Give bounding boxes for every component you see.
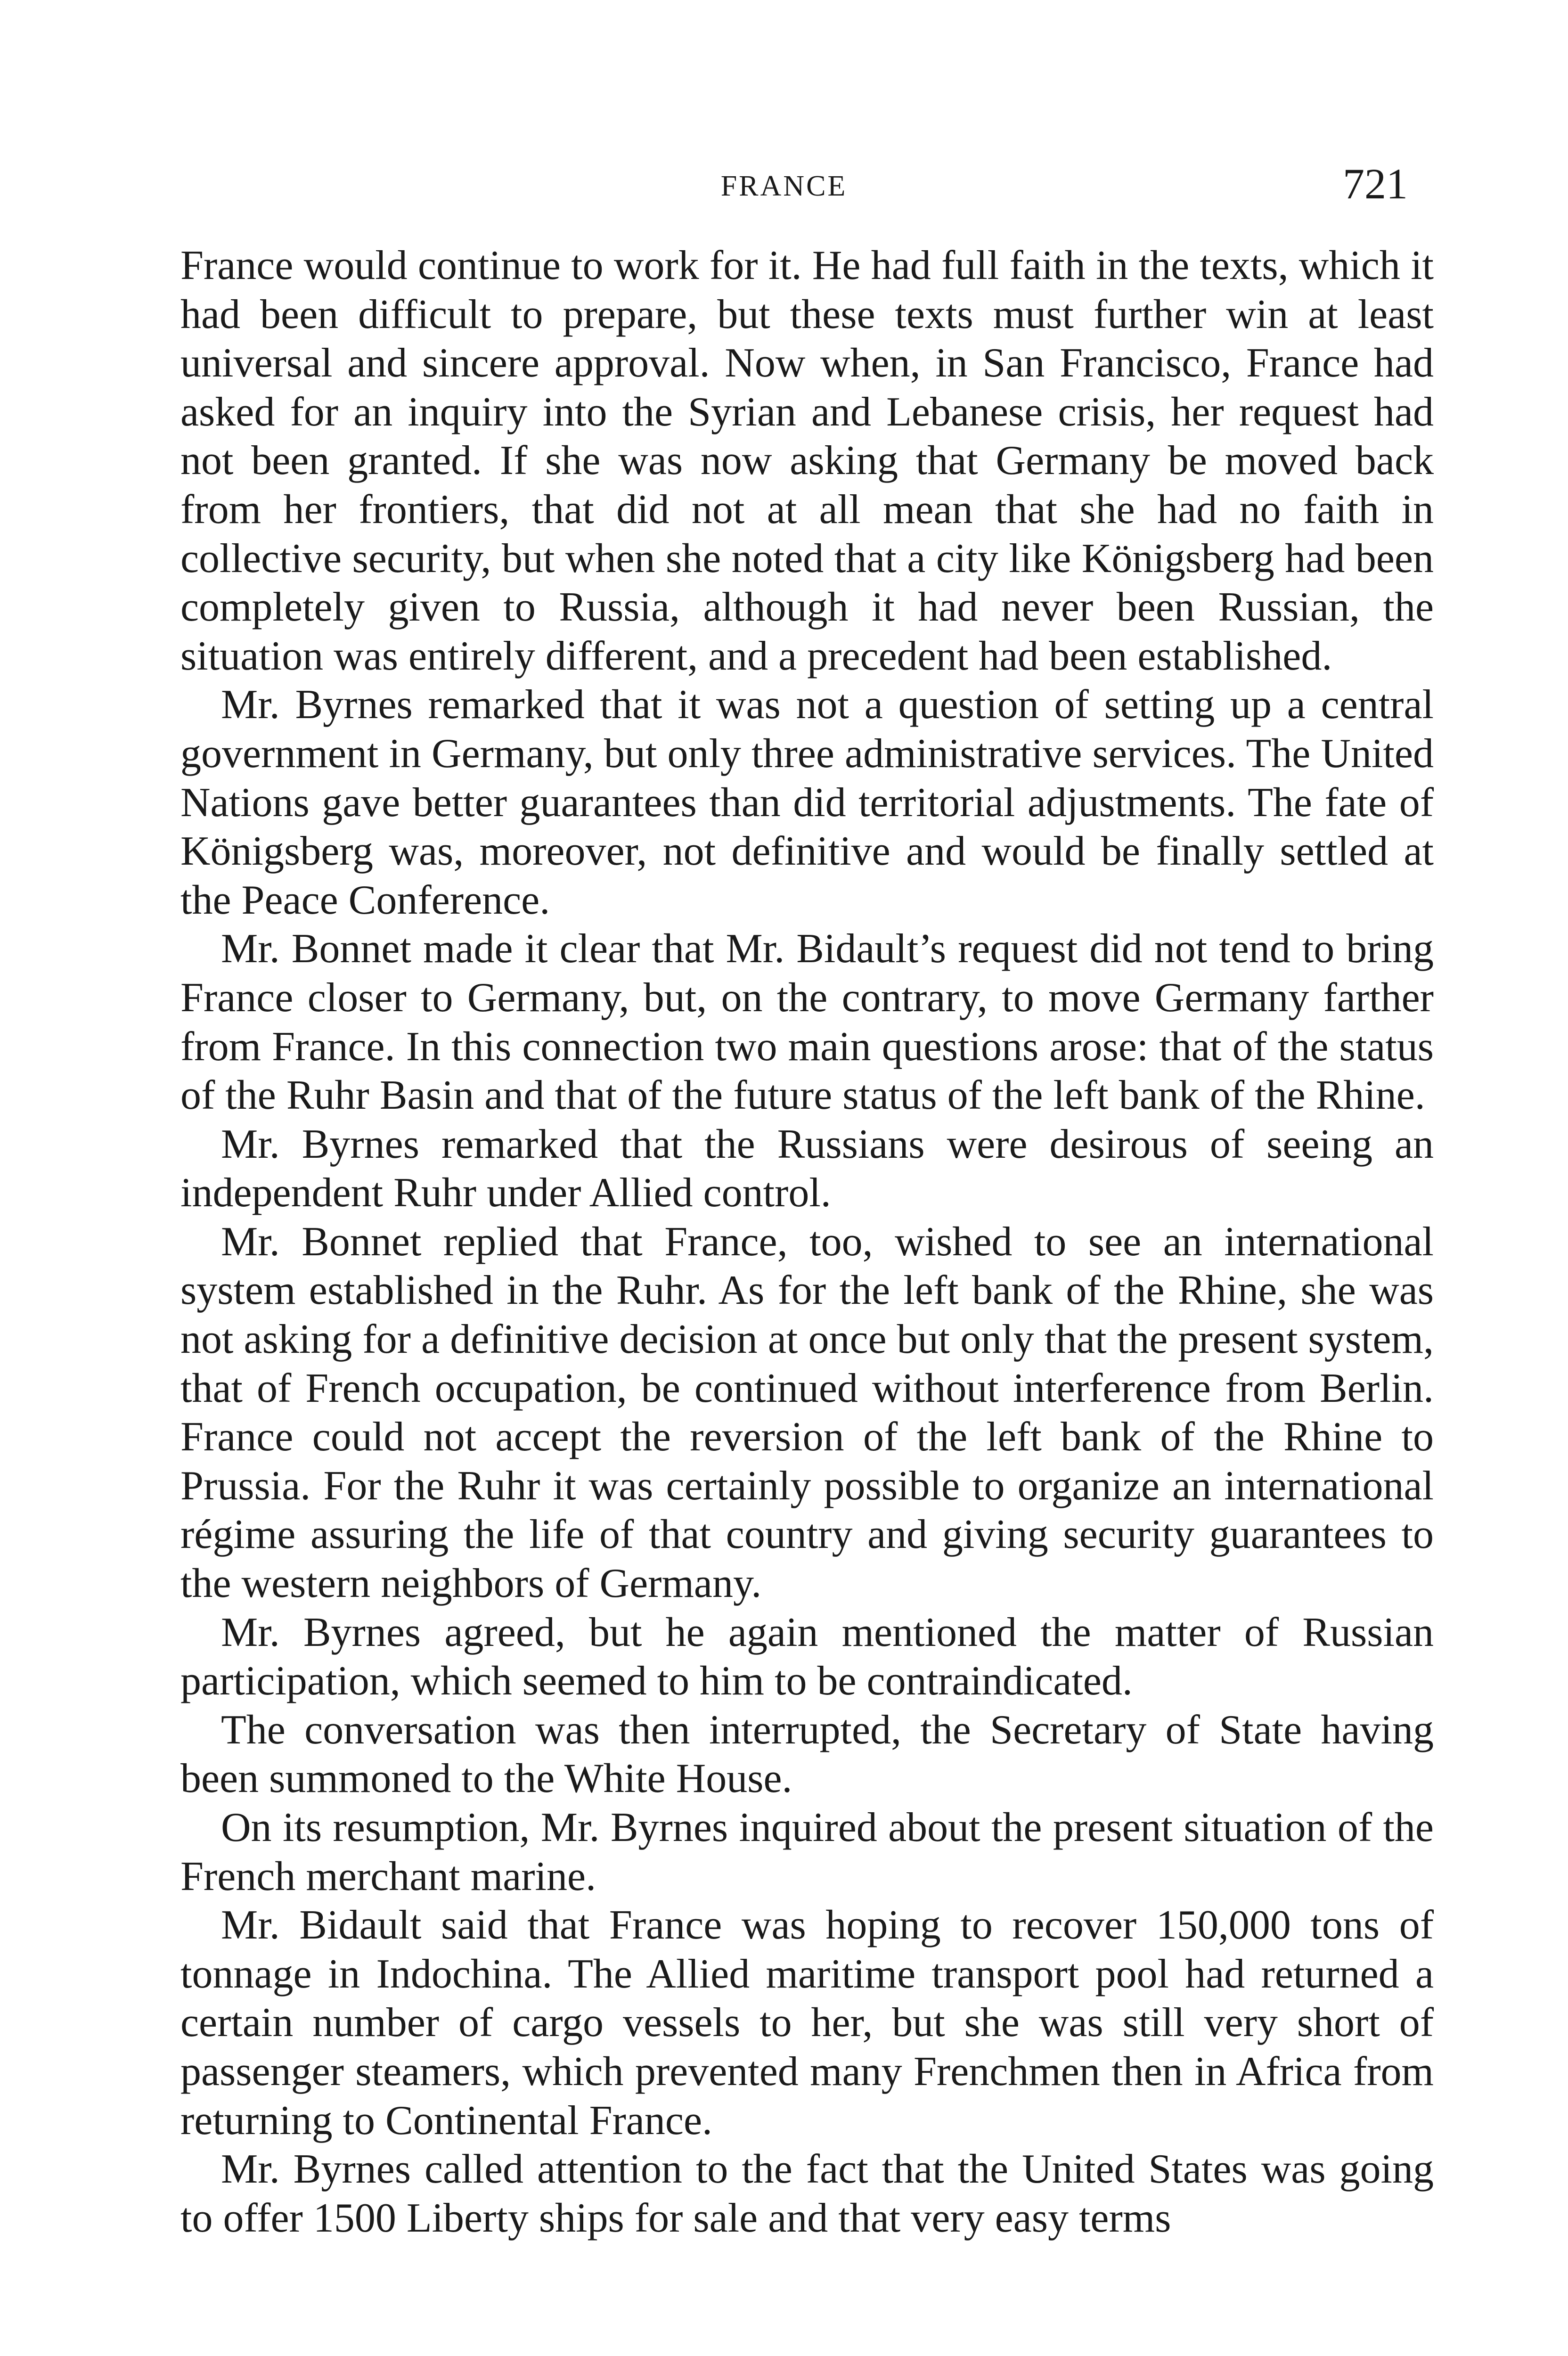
paragraph: Mr. Byrnes remarked that the Russians were desirous of seeing an independent Ruhr under Allied control. — [180, 1121, 1434, 1216]
paragraph: Mr. Bidault said that France was hoping to recover 150,000 tons of tonnage in Indochina. The Allied maritime transport pool had returned a certain number of cargo vessels to her, but she was still very short of passenger steamers, which prevented many Frenchmen then in Africa from returning to Continental France. — [180, 1902, 1434, 2143]
paragraph-continued: France would continue to work for it. He had full faith in the texts, which it had been difficult to prepare, but these texts must further win at least universal and sincere approval. Now when, in San Francisco, France had asked for an inquiry into the Syrian and Lebanese crisis, her request had not been granted. If she was now asking that Germany be moved back from her frontiers, that did not at all mean that she had no faith in collective security, but when she noted that a city like Königsberg had been completely given to Russia, although it had never been Russian, the situation was entirely different, and a precedent had been established. — [180, 243, 1434, 679]
paragraph: Mr. Bonnet replied that France, too, wished to see an international system established in the Ruhr. As for the left bank of the Rhine, she was not asking for a definitive decision at once but only that the present system, that of French occupation, be continued without interference from Berlin. France could not accept the reversion of the left bank of the Rhine to Prussia. For the Ruhr it was certainly possible to organize an international régime assuring the life of that country and giving security guarantees to the western neighbors of Germany. — [180, 1219, 1434, 1607]
running-header — [0, 158, 1568, 214]
paragraph: Mr. Byrnes called attention to the fact that the United States was going to offer 1500 Liberty ships for sale and that very easy terms — [180, 2146, 1434, 2241]
paragraph: On its resumption, Mr. Byrnes inquired about the present situation of the French merchant marine. — [180, 1805, 1434, 1899]
paragraph: Mr. Byrnes remarked that it was not a question of setting up a central government in Germany, but only three administrative services. The United Nations gave better guarantees than did territorial adjustments. The fate of Königsberg was, moreover, not definitive and would be finally settled at the Peace Conference. — [180, 682, 1434, 923]
paragraph: Mr. Byrnes agreed, but he again mentioned the matter of Russian participation, which seemed to him to be contraindicated. — [180, 1609, 1434, 1704]
paragraph: The conversation was then interrupted, the Secretary of State having been summoned to the White House. — [180, 1707, 1434, 1802]
page-number: 721 — [1343, 160, 1408, 208]
paragraph: Mr. Bonnet made it clear that Mr. Bidault’s request did not tend to bring France closer to Germany, but, on the contrary, to move Germany farther from France. In this connection two main questions arose: that of the status of the Ruhr Basin and that of the future status of the left bank of the Rhine. — [180, 926, 1434, 1119]
body-text — [180, 241, 1434, 2242]
running-title: FRANCE — [720, 170, 848, 202]
